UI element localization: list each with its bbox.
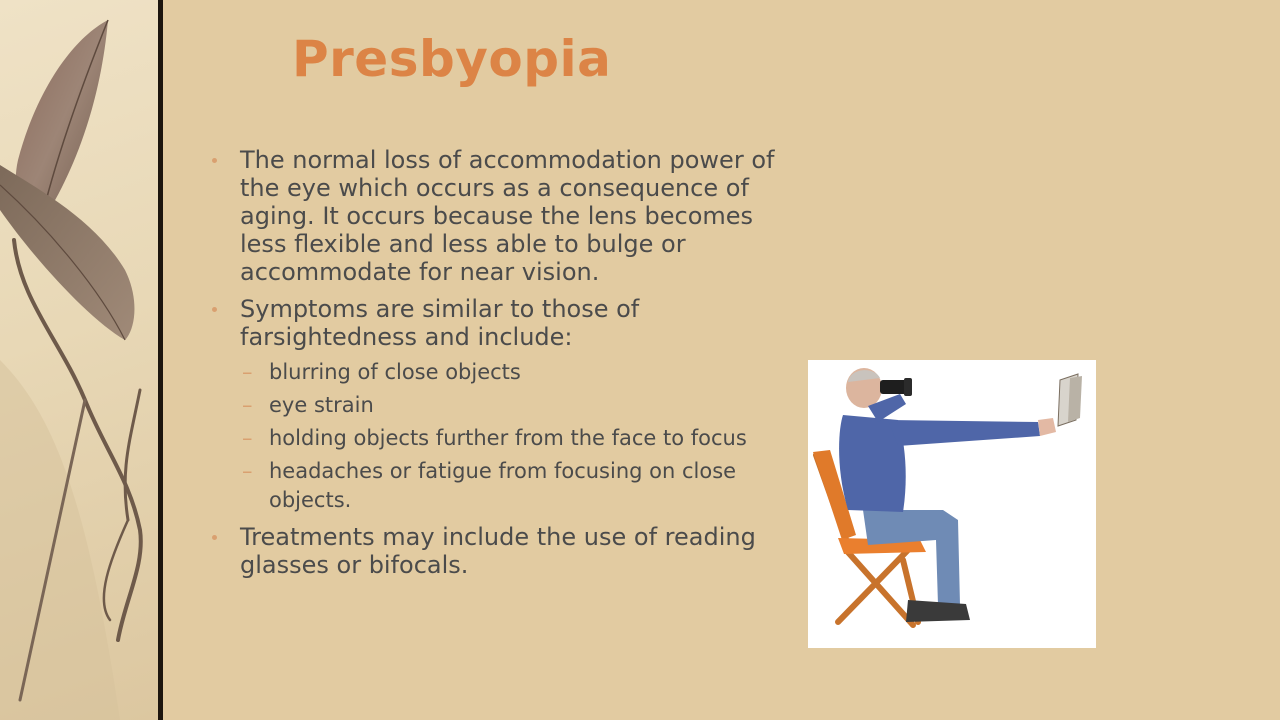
presbyopia-photo — [808, 360, 1096, 648]
symptom-item — [212, 457, 802, 515]
bullet-dot-icon — [212, 158, 217, 163]
symptom-list — [212, 358, 802, 515]
slide-body — [212, 146, 802, 588]
bullet-text: The normal loss of accommodation power of the eye which occurs as a consequence of aging. It occurs because the lens becomes less flexible and less able to bulge or accommodate for near vision. — [240, 146, 775, 286]
bullet-dot-icon — [212, 307, 217, 312]
vertical-divider — [158, 0, 163, 720]
bullet-treatments — [212, 523, 802, 579]
symptom-text: blurring of close objects — [269, 360, 521, 384]
bullet-text: Treatments may include the use of reading glasses or bifocals. — [240, 523, 756, 579]
bullet-definition — [212, 146, 802, 286]
bullet-text: Symptoms are similar to those of farsightedness and include: — [240, 295, 640, 351]
symptom-item — [212, 424, 802, 453]
symptom-item — [212, 358, 802, 387]
symptom-text: holding objects further from the face to focus — [269, 426, 747, 450]
symptom-text: headaches or fatigue from focusing on close objects. — [269, 459, 737, 512]
dash-icon: – — [242, 393, 253, 417]
slide-title: Presbyopia — [292, 30, 612, 88]
dried-leaf-branch-illustration — [0, 0, 158, 720]
dash-icon: – — [242, 426, 253, 450]
symptom-text: eye strain — [269, 393, 374, 417]
man-with-binoculars-image — [808, 360, 1096, 648]
bullet-symptoms — [212, 295, 802, 351]
dash-icon: – — [242, 459, 253, 483]
symptom-item — [212, 391, 802, 420]
dash-icon: – — [242, 360, 253, 384]
decorative-leaf-panel — [0, 0, 158, 720]
bullet-dot-icon — [212, 535, 217, 540]
